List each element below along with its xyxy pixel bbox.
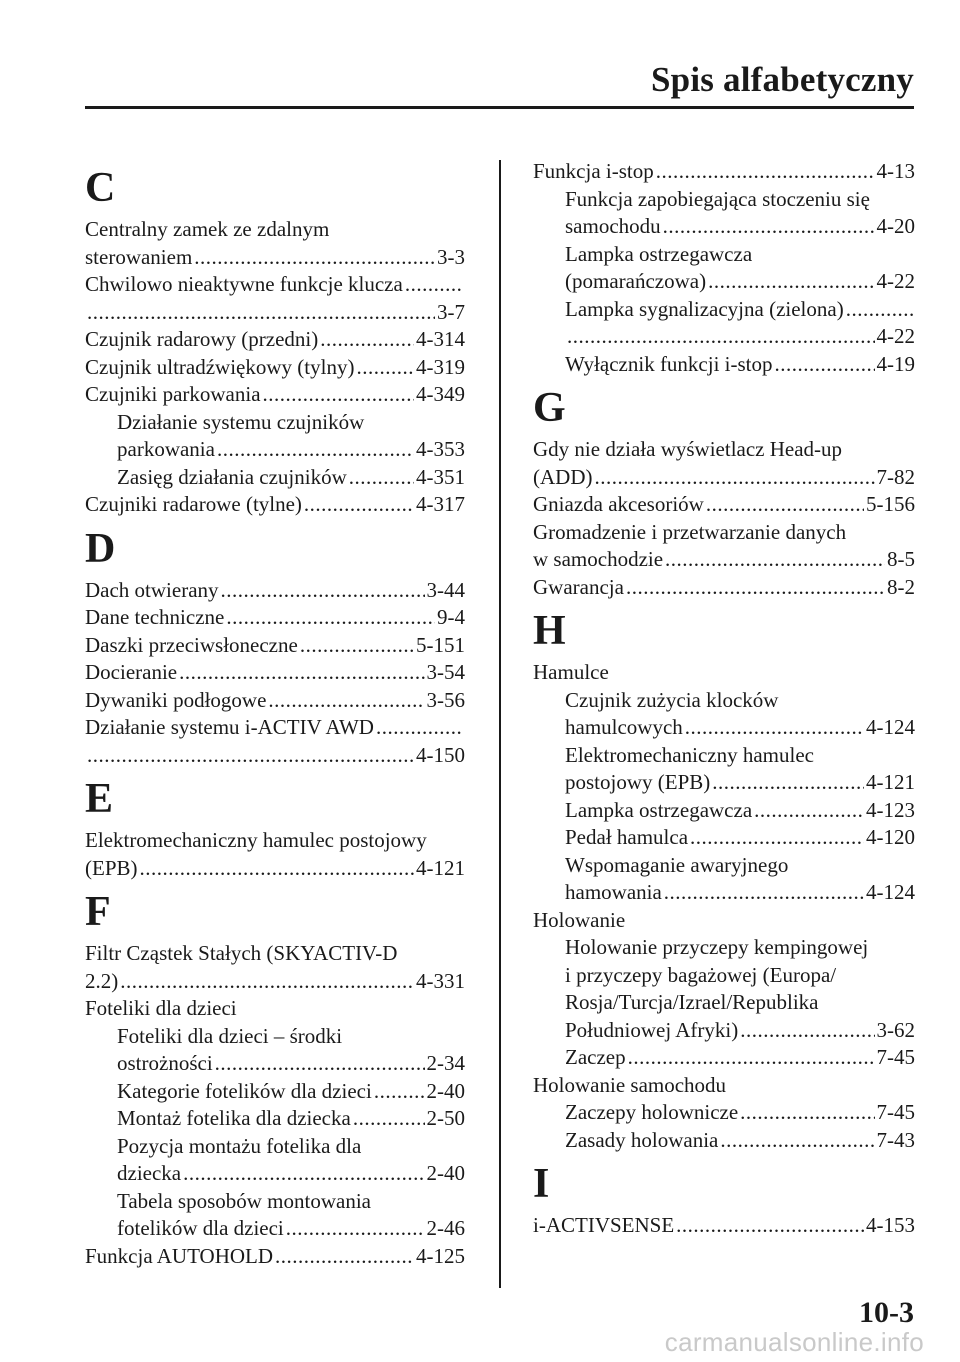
entry-page-ref: 3-44 (426, 577, 465, 602)
dot-leader (594, 464, 874, 492)
entry-page-ref: 2-46 (426, 1216, 465, 1240)
section-letter: H (533, 608, 566, 654)
dot-leader (740, 1099, 874, 1127)
entry-label: Chwilowo nieaktywne funkcje klucza (85, 272, 403, 296)
index-subentry (85, 1160, 465, 1188)
dot-leader (754, 797, 864, 825)
entry-label: fotelików dla dzieci (117, 1216, 284, 1240)
index-subentry-text: Działanie systemu czujników (117, 409, 365, 434)
index-subentry (533, 323, 915, 351)
entry-page-ref: 4-22 (876, 324, 915, 348)
index-subentry (85, 464, 465, 492)
entry-page-ref: 2-40 (426, 1161, 465, 1185)
entry-label: ostrożności (117, 1051, 213, 1075)
dot-leader (846, 296, 913, 324)
entry-page-ref: 4-121 (416, 855, 465, 880)
dot-leader (374, 1078, 425, 1106)
dot-leader (626, 574, 885, 602)
entry-page-ref: 4-314 (416, 327, 465, 351)
entry-page-ref: 4-19 (876, 351, 915, 376)
dot-leader (300, 632, 414, 660)
dot-leader (268, 687, 424, 715)
dot-leader (656, 158, 875, 186)
dot-leader (720, 1127, 874, 1155)
dot-leader (221, 577, 425, 605)
entry-page-ref: 4-22 (876, 269, 915, 293)
index-entry-text: Holowanie samochodu (533, 1072, 727, 1097)
dot-leader (706, 491, 864, 519)
entry-label: Zasięg działania czujników (117, 464, 347, 489)
section-letter: E (85, 776, 114, 822)
index-subentry (533, 879, 915, 907)
index-subentry-text: Foteliki dla dzieci – środki (117, 1023, 343, 1048)
index-entry (533, 491, 915, 519)
index-subentry (533, 1099, 915, 1127)
entry-label: Docieranie (85, 660, 178, 684)
entry-page-ref: 5-156 (866, 492, 915, 516)
entry-label: Gwarancja (533, 574, 624, 599)
dot-leader (356, 354, 414, 382)
index-entry-text: Foteliki dla dzieci (85, 996, 237, 1020)
entry-label: Południowej Afryki) (565, 1017, 739, 1042)
entry-label: Dywaniki podłogowe (85, 687, 267, 712)
dot-leader (87, 299, 435, 327)
entry-label: Funkcja AUTOHOLD (85, 1243, 274, 1268)
index-entry (85, 687, 465, 715)
entry-page-ref: 5-151 (416, 632, 465, 657)
dot-leader (349, 464, 414, 492)
entry-label: Czujnik radarowy (przedni) (85, 327, 319, 351)
entry-page-ref: 2-50 (426, 1106, 465, 1130)
index-subentry (533, 1017, 915, 1045)
index-entry (85, 577, 465, 605)
entry-page-ref: 4-124 (866, 715, 915, 739)
dot-leader (179, 659, 424, 687)
index-subentry (85, 1215, 465, 1243)
index-subentry (85, 436, 465, 464)
dot-leader (87, 742, 414, 770)
entry-page-ref: 4-353 (416, 437, 465, 461)
index-entry (85, 632, 465, 660)
entry-page-ref: 4-331 (416, 968, 465, 993)
dot-leader (676, 1212, 864, 1240)
index-entry-text: Gdy nie działa wyświetlacz Head-up (533, 437, 843, 461)
index-entry (533, 1212, 915, 1240)
dot-leader (405, 271, 463, 299)
entry-page-ref: 8-2 (887, 574, 915, 599)
index-subentry (533, 769, 915, 797)
entry-page-ref: 4-123 (866, 797, 915, 822)
index-entry (85, 491, 465, 519)
index-subentry-text: Lampka ostrzegawcza (565, 241, 753, 266)
dot-leader (567, 323, 875, 351)
dot-leader (286, 1215, 425, 1243)
entry-page-ref: 9-4 (437, 605, 465, 629)
dot-leader (664, 879, 864, 907)
entry-page-ref: 3-3 (437, 244, 465, 269)
entry-page-ref: 2-40 (426, 1078, 465, 1103)
entry-page-ref: 4-20 (876, 214, 915, 238)
entry-label: sterowaniem (85, 244, 193, 269)
entry-page-ref: 4-150 (416, 742, 465, 767)
dot-leader (690, 824, 864, 852)
section-letter: F (85, 889, 111, 935)
dot-leader (194, 244, 435, 272)
dot-leader (376, 714, 463, 742)
entry-page-ref: 7-82 (876, 464, 915, 489)
dot-leader (353, 1105, 425, 1133)
entry-label: Lampka ostrzegawcza (565, 797, 753, 822)
dot-leader (263, 381, 414, 409)
entry-page-ref: 7-45 (876, 1100, 915, 1124)
index-subentry (533, 1127, 915, 1155)
entry-page-ref: 8-5 (887, 547, 915, 571)
entry-label: dziecka (117, 1161, 182, 1185)
entry-label: Czujniki parkowania (85, 382, 261, 406)
dot-leader (685, 714, 864, 742)
index-entry (85, 742, 465, 770)
index-subentry (85, 1078, 465, 1106)
index-subentry (533, 714, 915, 742)
entry-label: i-ACTIVSENSE (533, 1213, 675, 1237)
dot-leader (665, 546, 885, 574)
index-entry-text: Filtr Cząstek Stałych (SKYACTIV-D (85, 941, 398, 965)
entry-label: (pomarańczowa) (565, 269, 707, 293)
entry-label: Zasady holowania (565, 1127, 719, 1152)
index-entry (533, 574, 915, 602)
entry-page-ref: 4-13 (876, 159, 915, 183)
index-subentry (533, 296, 915, 324)
index-subentry (533, 351, 915, 379)
entry-label: Zaczep (565, 1045, 626, 1069)
index-entry (533, 158, 915, 186)
index-subentry-text: Czujnik zużycia klocków (565, 687, 779, 712)
entry-label: w samochodzie (533, 547, 664, 571)
index-entry-text: Gromadzenie i przetwarzanie danych (533, 519, 847, 544)
watermark: carmanualsonline.info (664, 1327, 924, 1357)
index-entry (85, 299, 465, 327)
index-subentry-text: Wspomaganie awaryjnego (565, 852, 789, 877)
entry-label: (EPB) (85, 855, 138, 880)
index-entry (85, 244, 465, 272)
entry-page-ref: 3-54 (426, 660, 465, 684)
entry-label: Dach otwierany (85, 577, 219, 602)
index-entry (85, 968, 465, 996)
dot-leader (320, 326, 414, 354)
index-subentry-text: Tabela sposobów montowania (117, 1188, 371, 1213)
index-subentry-text: Holowanie przyczepy kempingowej (565, 935, 869, 959)
index-entry (533, 464, 915, 492)
page-header-title: Spis alfabetyczny (651, 60, 914, 99)
entry-label: (ADD) (533, 464, 593, 489)
dot-leader (217, 436, 414, 464)
entry-page-ref: 4-124 (866, 880, 915, 904)
header-rule (85, 106, 914, 109)
entry-page-ref: 4-121 (866, 770, 915, 794)
entry-page-ref: 3-7 (437, 299, 465, 324)
index-entry (85, 381, 465, 409)
dot-leader (304, 491, 414, 519)
index-entry-text: Hamulce (533, 660, 609, 684)
index-subentry-text: Funkcja zapobiegająca stoczeniu się (565, 186, 870, 211)
entry-page-ref: 7-45 (876, 1045, 915, 1069)
index-subentry (533, 824, 915, 852)
index-subentry-text: Rosja/Turcja/Izrael/Republika (565, 990, 819, 1014)
entry-page-ref: 7-43 (876, 1127, 915, 1152)
index-entry (85, 326, 465, 354)
dot-leader (140, 855, 415, 883)
section-letter: G (533, 385, 566, 431)
entry-label: Dane techniczne (85, 605, 225, 629)
entry-label: samochodu (565, 214, 661, 238)
index-entry (85, 271, 465, 299)
page-number: 10-3 (859, 1296, 914, 1329)
entry-label: Działanie systemu i-ACTIV AWD (85, 715, 374, 739)
index-entry (85, 855, 465, 883)
index-entry (85, 714, 465, 742)
dot-leader (120, 968, 414, 996)
dot-leader (183, 1160, 424, 1188)
entry-label: hamowania (565, 880, 662, 904)
entry-label: Gniazda akcesoriów (533, 492, 704, 516)
entry-label: hamulcowych (565, 715, 683, 739)
entry-label: parkowania (117, 437, 215, 461)
entry-page-ref: 2-34 (426, 1051, 465, 1075)
dot-leader (215, 1050, 425, 1078)
entry-label: Pedał hamulca (565, 825, 689, 849)
entry-page-ref: 3-56 (426, 687, 465, 712)
entry-label: Zaczepy holownicze (565, 1100, 739, 1124)
index-subentry-text: i przyczepy bagażowej (Europa/ (565, 962, 837, 987)
section-letter: D (85, 525, 116, 572)
index-subentry (85, 1050, 465, 1078)
dot-leader (712, 769, 864, 797)
index-entry (533, 546, 915, 574)
index-entry-text: Elektromechaniczny hamulec postojowy (85, 828, 427, 852)
section-letter: I (533, 1161, 550, 1207)
index-entry-text: Holowanie (533, 907, 626, 932)
index-subentry (533, 268, 915, 296)
entry-label: Czujniki radarowe (tylne) (85, 492, 302, 516)
index-subentry (533, 1044, 915, 1072)
dot-leader (275, 1243, 414, 1271)
index-entry (85, 604, 465, 632)
index-subentry-text: Elektromechaniczny hamulec (565, 742, 814, 767)
entry-page-ref: 4-120 (866, 825, 915, 849)
dot-leader (663, 213, 875, 241)
index-column-left (85, 158, 465, 1270)
entry-label: Kategorie fotelików dla dzieci (117, 1078, 372, 1103)
dot-leader (708, 268, 874, 296)
entry-label: Daszki przeciwsłoneczne (85, 632, 298, 657)
dot-leader (775, 351, 875, 379)
entry-page-ref: 4-317 (416, 492, 465, 516)
entry-label: Czujnik ultradźwiękowy (tylny) (85, 354, 355, 379)
index-entry (85, 659, 465, 687)
entry-label: Wyłącznik funkcji i-stop (565, 351, 773, 376)
index-subentry (533, 797, 915, 825)
index-entry (85, 1243, 465, 1271)
entry-label: Funkcja i-stop (533, 159, 654, 183)
entry-label: 2.2) (85, 968, 119, 993)
index-subentry (533, 213, 915, 241)
index-entry-text: Centralny zamek ze zdalnym (85, 217, 330, 241)
entry-page-ref: 4-351 (416, 464, 465, 489)
section-letter: C (85, 165, 116, 211)
index-subentry-text: Pozycja montażu fotelika dla (117, 1133, 362, 1158)
column-divider (499, 160, 501, 1288)
entry-page-ref: 4-125 (416, 1243, 465, 1268)
entry-label: Lampka sygnalizacyjna (zielona) (565, 296, 844, 321)
entry-label: Montaż fotelika dla dziecka (117, 1106, 351, 1130)
dot-leader (740, 1017, 874, 1045)
index-subentry (85, 1105, 465, 1133)
index-entry (85, 354, 465, 382)
entry-page-ref: 4-349 (416, 382, 465, 406)
dot-leader (226, 604, 435, 632)
dot-leader (628, 1044, 875, 1072)
entry-page-ref: 4-319 (416, 354, 465, 379)
index-column-right (533, 158, 915, 1240)
entry-label: postojowy (EPB) (565, 770, 711, 794)
entry-page-ref: 4-153 (866, 1213, 915, 1237)
entry-page-ref: 3-62 (876, 1017, 915, 1042)
